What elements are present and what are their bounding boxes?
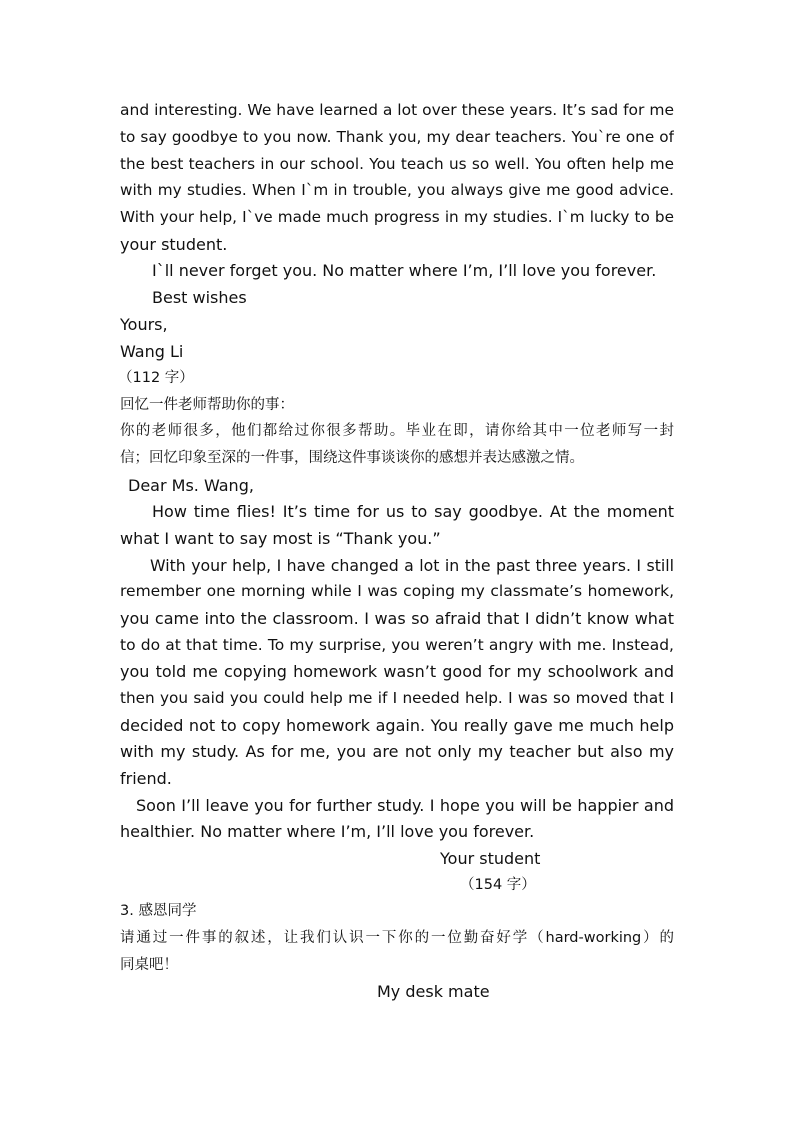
task3-prompt-line-2: 同桌吧！ — [120, 957, 178, 973]
letter1-best-wishes: Best wishes — [152, 288, 247, 307]
task3-essay-title: My desk mate — [377, 982, 490, 1001]
letter2-p2-line-9: friend. — [120, 769, 172, 788]
letter2-p2-line-8: with my study. As for me, you are not only my teacher but also my — [120, 742, 674, 761]
letter2-p2-line-7: decided not to copy homework again. You really gave me much help — [120, 716, 674, 735]
letter1-line-2: to say goodbye to you now. Thank you, my dear teachers. You`re one of — [120, 128, 674, 146]
letter1-line-6: your student. — [120, 235, 228, 254]
task2-title: 回忆一件老师帮助你的事： — [120, 397, 294, 413]
letter1-line-7: I`ll never forget you. No matter where I’m, I’ll love you forever. — [152, 261, 657, 280]
task2-prompt-line-2: 信；回忆印象至深的一件事，围绕这件事谈谈你的感想并表达感激之情。 — [120, 450, 584, 466]
letter2-p1-line-2: what I want to say most is “Thank you.” — [120, 529, 441, 548]
letter2-p3-line-2: healthier. No matter where I’m, I’ll love you forever. — [120, 822, 535, 841]
letter1-yours: Yours, — [120, 315, 168, 334]
letter2-p3-line-1: Soon I’ll leave you for further study. I hope you will be happier and — [136, 796, 674, 815]
letter2-p1-line-1: How time flies! It’s time for us to say goodbye. At the moment — [152, 502, 674, 521]
letter1-line-5: With your help, I`ve made much progress in my studies. I`m lucky to be — [120, 208, 674, 226]
letter1-line-3: the best teachers in our school. You teach us so well. You often help me — [120, 155, 674, 173]
task3-prompt-line-1: 请通过一件事的叙述，让我们认识一下你的一位勤奋好学（hard-working）的 — [120, 930, 674, 946]
letter2-word-count: （154 字） — [460, 877, 536, 893]
letter1-line-1: and interesting. We have learned a lot over these years. It’s sad for me — [120, 101, 674, 119]
letter2-closing: Your student — [440, 849, 541, 868]
letter1-signature: Wang Li — [120, 342, 184, 361]
letter2-p2-line-4: to do at that time. To my surprise, you weren’t angry with me. Instead, — [120, 636, 674, 654]
letter2-p2-line-1: With your help, I have changed a lot in the past three years. I still — [150, 556, 674, 575]
letter2-p2-line-6: then you said you could help me if I needed help. I was so moved that I — [120, 689, 674, 707]
letter2-greeting: Dear Ms. Wang, — [128, 476, 254, 495]
task3-heading: 3. 感恩同学 — [120, 903, 197, 919]
letter1-line-4: with my studies. When I`m in trouble, you always give me good advice. — [120, 181, 674, 199]
letter2-p2-line-2: remember one morning while I was coping my classmate’s homework, — [120, 582, 674, 600]
task2-prompt-line-1: 你的老师很多，他们都给过你很多帮助。毕业在即，请你给其中一位老师写一封 — [120, 423, 674, 439]
letter2-p2-line-5: you told me copying homework wasn’t good for my schoolwork and — [120, 662, 674, 681]
letter2-p2-line-3: you came into the classroom. I was so afraid that I didn’t know what — [120, 609, 674, 628]
letter1-word-count: （112 字） — [118, 370, 194, 386]
